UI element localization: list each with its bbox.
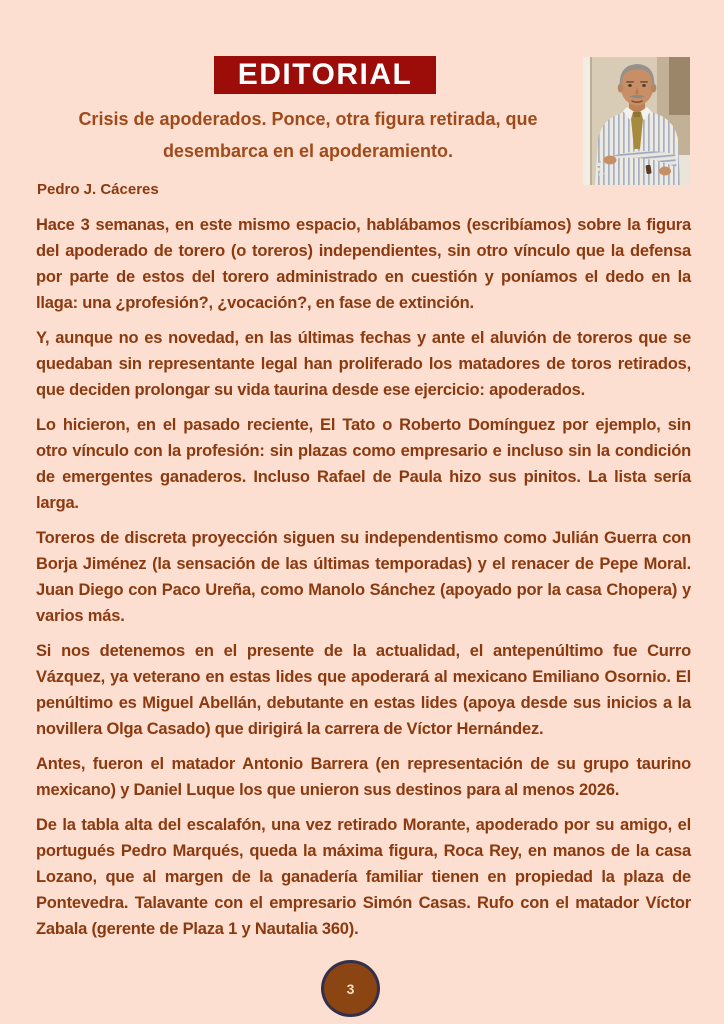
- author-byline: Pedro J. Cáceres: [37, 181, 159, 198]
- article-paragraph: Si nos detenemos en el presente de la actualidad, el antepenúltimo fue Curro Vázquez, ya veterano en estas lides que apoderará al mexicano Emiliano Osornio. El penúltimo es Miguel Abellán, debutante en estas lides (apoya desde sus inicios a la novillera Olga Casado) que dirigirá la carrera de Víctor Hernández.: [36, 642, 691, 738]
- author-photo: [583, 57, 690, 185]
- editorial-banner: [214, 56, 436, 94]
- article-paragraph: Toreros de discreta proyección siguen su independentismo como Julián Guerra con Borja Jiménez (la sensación de las últimas temporadas) y el renacer de Pepe Moral. Juan Diego con Paco Ureña, como Manolo Sánchez (apoyado por la casa Chopera) y varios más.: [36, 529, 691, 625]
- author-portrait-illustration: [583, 57, 690, 185]
- page-number-badge: [321, 960, 380, 1017]
- article-paragraph: Antes, fueron el matador Antonio Barrera (en representación de su grupo taurino mexicano) y Daniel Luque los que unieron sus destinos para al menos 2026.: [36, 755, 691, 799]
- page-number: 3: [346, 980, 355, 997]
- headline: Crisis de apoderados. Ponce, otra figura retirada, que desembarca en el apoderamiento.: [78, 109, 538, 161]
- banner-title: EDITORIAL: [237, 58, 413, 91]
- article-paragraph: Y, aunque no es novedad, en las últimas fechas y ante el aluvión de toreros que se quedaban sin representante legal han proliferado los matadores de toros retirados, que deciden prolongar su vida taurina desde ese ejercicio: apoderados.: [36, 329, 691, 399]
- article-body: [36, 212, 691, 951]
- article-paragraph: Lo hicieron, en el pasado reciente, El Tato o Roberto Domínguez por ejemplo, sin otro vínculo con la profesión: sin plazas como empresario e incluso sin la condición de emergentes ganaderos. Incluso Rafael de Paula hizo sus pinitos. La lista sería larga.: [36, 416, 691, 512]
- article-paragraph: Hace 3 semanas, en este mismo espacio, hablábamos (escribíamos) sobre la figura del apoderado de torero (o toreros) independientes, sin otro vínculo que la defensa por parte de estos del torero administrado en cuestión y poníamos el dedo en la llaga: una ¿profesión?, ¿vocación?, en fase de extinción.: [36, 216, 691, 312]
- article-paragraph: De la tabla alta del escalafón, una vez retirado Morante, apoderado por su amigo, el portugués Pedro Marqués, queda la máxima figura, Roca Rey, en manos de la casa Lozano, que al margen de la ganadería familiar tienen en propiedad la plaza de Pontevedra. Talavante con el empresario Simón Casas. Rufo con el matador Víctor Zabala (gerente de Plaza 1 y Nautalia 360).: [36, 816, 691, 938]
